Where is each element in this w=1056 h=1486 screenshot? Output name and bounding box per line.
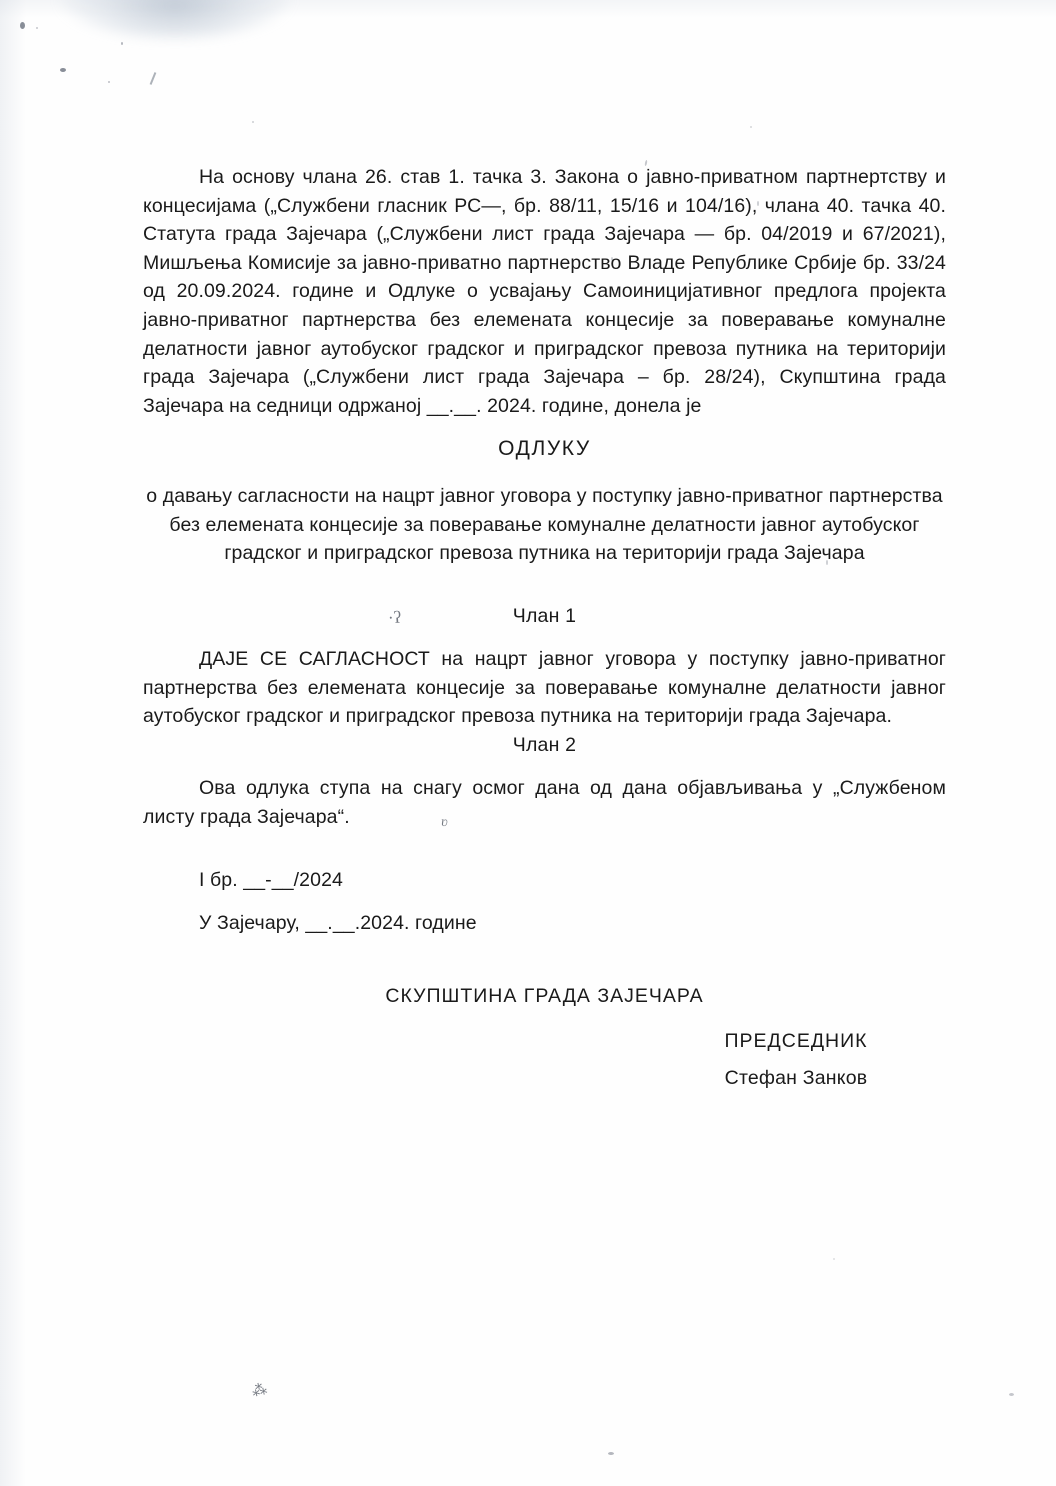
- scan-speck: [60, 68, 66, 72]
- page-edge-shading-left: [0, 0, 26, 1486]
- reference-place-date-line: У Зајечару, __.__.2024. године: [199, 912, 477, 934]
- article-1-heading-block: [143, 605, 946, 628]
- act-subtitle: о давању сагласности на нацрт јавног уговора у поступку јавно-приватног партнерства без елемената концесије за поверавање комуналне делатности јавног аутобуског градског и приградског превоза путника на територији града Зајечара: [146, 485, 943, 565]
- scan-speck: [108, 81, 110, 83]
- article-2-heading-block: [143, 734, 946, 757]
- article-2-body-block: [143, 774, 946, 831]
- reference-number-line: I бр. __-__/2024: [199, 869, 343, 891]
- act-title: ОДЛУКУ: [498, 437, 591, 460]
- article-1-body-block: [143, 645, 946, 731]
- scan-speck: [1009, 1393, 1014, 1396]
- preamble-block: [143, 163, 946, 420]
- scan-speck: [36, 27, 38, 29]
- scan-speck: [121, 42, 123, 45]
- article-2-body: Ова одлука ступа на снагу осмог дана од дана објављивања у „Службеном листу града Зајечара“.: [143, 777, 946, 828]
- article-1-heading: Члан 1: [512, 605, 577, 627]
- scan-speck: [608, 1452, 614, 1455]
- scan-smudge-top: [60, 0, 290, 38]
- pencil-mark-footer: ⁂: [250, 1381, 269, 1401]
- pencil-mark-article2: ʋ: [440, 814, 449, 831]
- scan-speck: [20, 22, 25, 29]
- reference-number-block: [143, 866, 946, 895]
- pencil-mark-article1: ·ʔ: [387, 607, 402, 628]
- scan-speck: [252, 121, 254, 123]
- page-edge-shading-top: [0, 0, 1056, 18]
- scan-speck: [750, 126, 752, 128]
- signature-organization-block: [143, 985, 946, 1008]
- scan-hair-mark: [150, 72, 157, 85]
- preamble-paragraph: На основу члана 26. став 1. тачка 3. Закона о јавно-приватном партнертству и концесијама („Службени гласник РС—, бр. 88/11, 15/16 и 104/16), члана 40. тачка 40. Статута града Зајечара („Службени лист града Зајечара — бр. 04/2019 и 67/2021), Мишљења Комисије за јавно-приватно партнерство Владе Републике Србије бр. 33/24 од 20.09.2024. године и Одлуке о усвајању Самоиницијативног предлога пројекта јавно-приватног партнерства без елемената концесије за поверавање комуналне делатности јавног аутобуског градског и приградског превоза путника на територији града Зајечара („Службени лист града Зајечара – бр. 28/24), Скупштина града Зајечара на седници одржаној __.__. 2024. године, донела је: [143, 166, 946, 417]
- signature-block: [143, 1030, 946, 1090]
- signature-role: ПРЕДСЕДНИК: [724, 1030, 868, 1052]
- act-subtitle-block: [143, 482, 946, 568]
- signature-organization: СКУПШТИНА ГРАДА ЗАЈЕЧАРА: [385, 985, 704, 1007]
- article-1-body: ДАЈЕ СЕ САГЛАСНОСТ на нацрт јавног уговора у поступку јавно-приватног партнерства без елемената концесије за поверавање комуналне делатности јавног аутобуског градског и приградског превоза путника на територији града Зајечара.: [143, 648, 946, 728]
- reference-place-date-block: [143, 909, 946, 938]
- scan-speck: [833, 1258, 835, 1260]
- signature-name: Стефан Занков: [724, 1067, 868, 1089]
- article-2-heading: Члан 2: [512, 734, 577, 756]
- act-title-block: [143, 437, 946, 461]
